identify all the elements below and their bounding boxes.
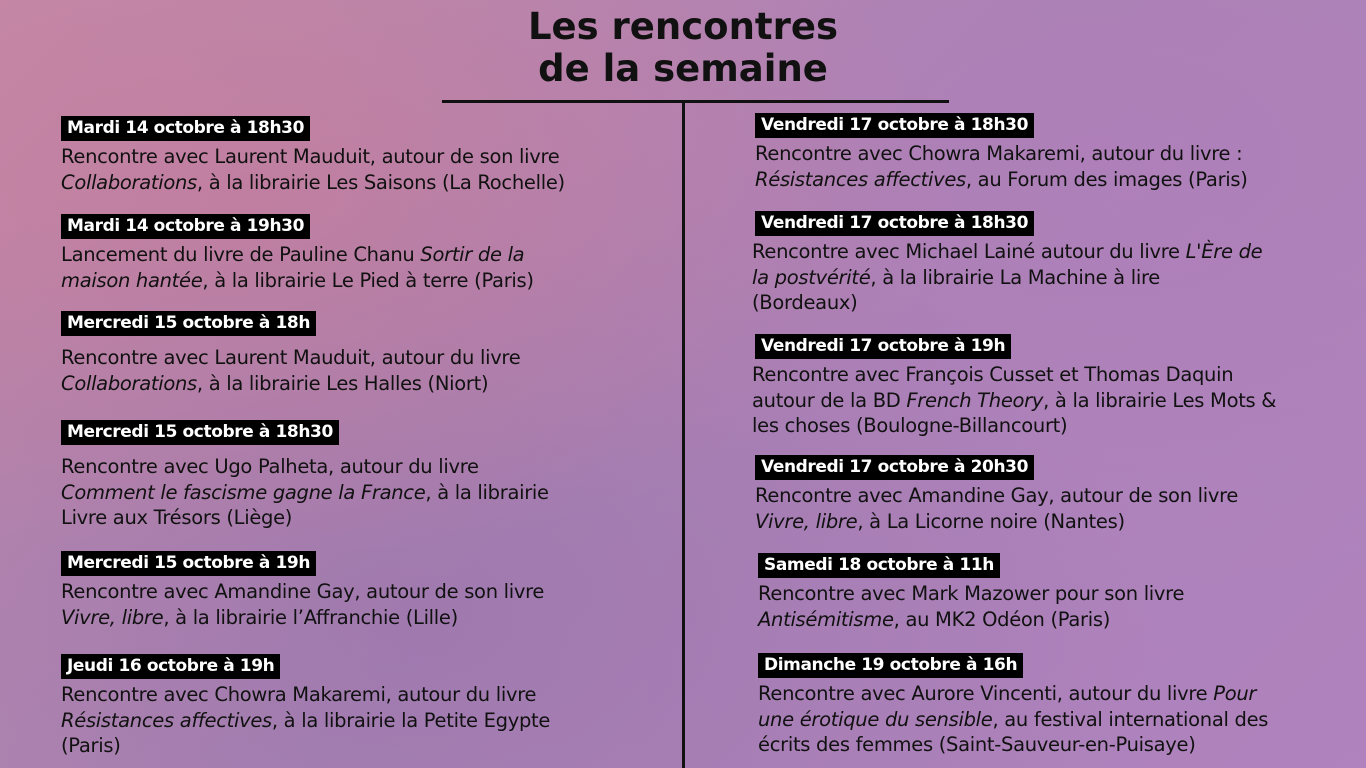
- event-date-badge: Mercredi 15 octobre à 19h: [61, 551, 316, 576]
- event-left-2: [61, 214, 534, 293]
- event-description: Rencontre avec Laurent Mauduit, autour de son livre Collaborations, à la librairie Les Saisons (La Rochelle): [61, 145, 565, 194]
- event-description: Rencontre avec François Cusset et Thomas Daquin autour de la BD French Theory, à la librairie Les Mots & les choses (Boulogne-Billancourt): [752, 363, 1277, 437]
- event-date-badge: Samedi 18 octobre à 11h: [758, 553, 1000, 578]
- column-divider: [682, 103, 685, 768]
- event-description: Rencontre avec Mark Mazower pour son livre Antisémitisme, au MK2 Odéon (Paris): [758, 582, 1185, 631]
- page-title: [443, 6, 923, 90]
- event-date-badge: Vendredi 17 octobre à 18h30: [755, 211, 1034, 236]
- event-right-1: [755, 113, 1248, 192]
- event-date-badge: Mardi 14 octobre à 18h30: [61, 116, 310, 141]
- event-left-4: [61, 420, 549, 531]
- title-line-1: Les rencontres: [527, 5, 838, 48]
- event-right-6: [758, 653, 1268, 758]
- event-right-2: [752, 211, 1263, 316]
- event-description: Rencontre avec Laurent Mauduit, autour du livre Collaborations, à la librairie Les Halles (Niort): [61, 346, 521, 395]
- event-right-4: [755, 455, 1238, 534]
- event-right-5: [758, 553, 1184, 632]
- title-underline: [442, 100, 949, 103]
- event-date-badge: Mercredi 15 octobre à 18h: [61, 311, 316, 336]
- event-right-3: [752, 334, 1277, 439]
- event-date-badge: Mardi 14 octobre à 19h30: [61, 214, 310, 239]
- event-description: Rencontre avec Amandine Gay, autour de son livre Vivre, libre, à la librairie l’Affranchie (Lille): [61, 580, 545, 629]
- event-description: Rencontre avec Aurore Vincenti, autour du livre Pour une érotique du sensible, au festival international des écrits des femmes (Saint-Sauveur-en-Puisaye): [758, 682, 1269, 756]
- event-date-badge: Vendredi 17 octobre à 19h: [755, 334, 1011, 359]
- event-left-3: [61, 311, 520, 396]
- event-left-1: [61, 116, 565, 195]
- event-description: Rencontre avec Michael Lainé autour du livre L'Ère de la postvérité, à la librairie La Machine à lire (Bordeaux): [752, 240, 1263, 314]
- event-date-badge: Jeudi 16 octobre à 19h: [61, 654, 280, 679]
- event-date-badge: Vendredi 17 octobre à 20h30: [755, 455, 1034, 480]
- event-left-5: [61, 551, 544, 630]
- event-description: Rencontre avec Amandine Gay, autour de son livre Vivre, libre, à La Licorne noire (Nantes): [755, 484, 1239, 533]
- event-date-badge: Dimanche 19 octobre à 16h: [758, 653, 1023, 678]
- event-description: Rencontre avec Chowra Makaremi, autour du livre Résistances affectives, à la librairie la Petite Egypte (Paris): [61, 683, 551, 757]
- event-description: Rencontre avec Ugo Palheta, autour du livre Comment le fascisme gagne la France, à la librairie Livre aux Trésors (Liège): [61, 455, 549, 529]
- event-description: Lancement du livre de Pauline Chanu Sortir de la maison hantée, à la librairie Le Pied à terre (Paris): [61, 243, 534, 292]
- event-date-badge: Vendredi 17 octobre à 18h30: [755, 113, 1034, 138]
- title-line-2: de la semaine: [538, 47, 828, 90]
- event-date-badge: Mercredi 15 octobre à 18h30: [61, 420, 339, 445]
- event-description: Rencontre avec Chowra Makaremi, autour du livre : Résistances affectives, au Forum des images (Paris): [755, 142, 1248, 191]
- event-left-6: [61, 654, 550, 759]
